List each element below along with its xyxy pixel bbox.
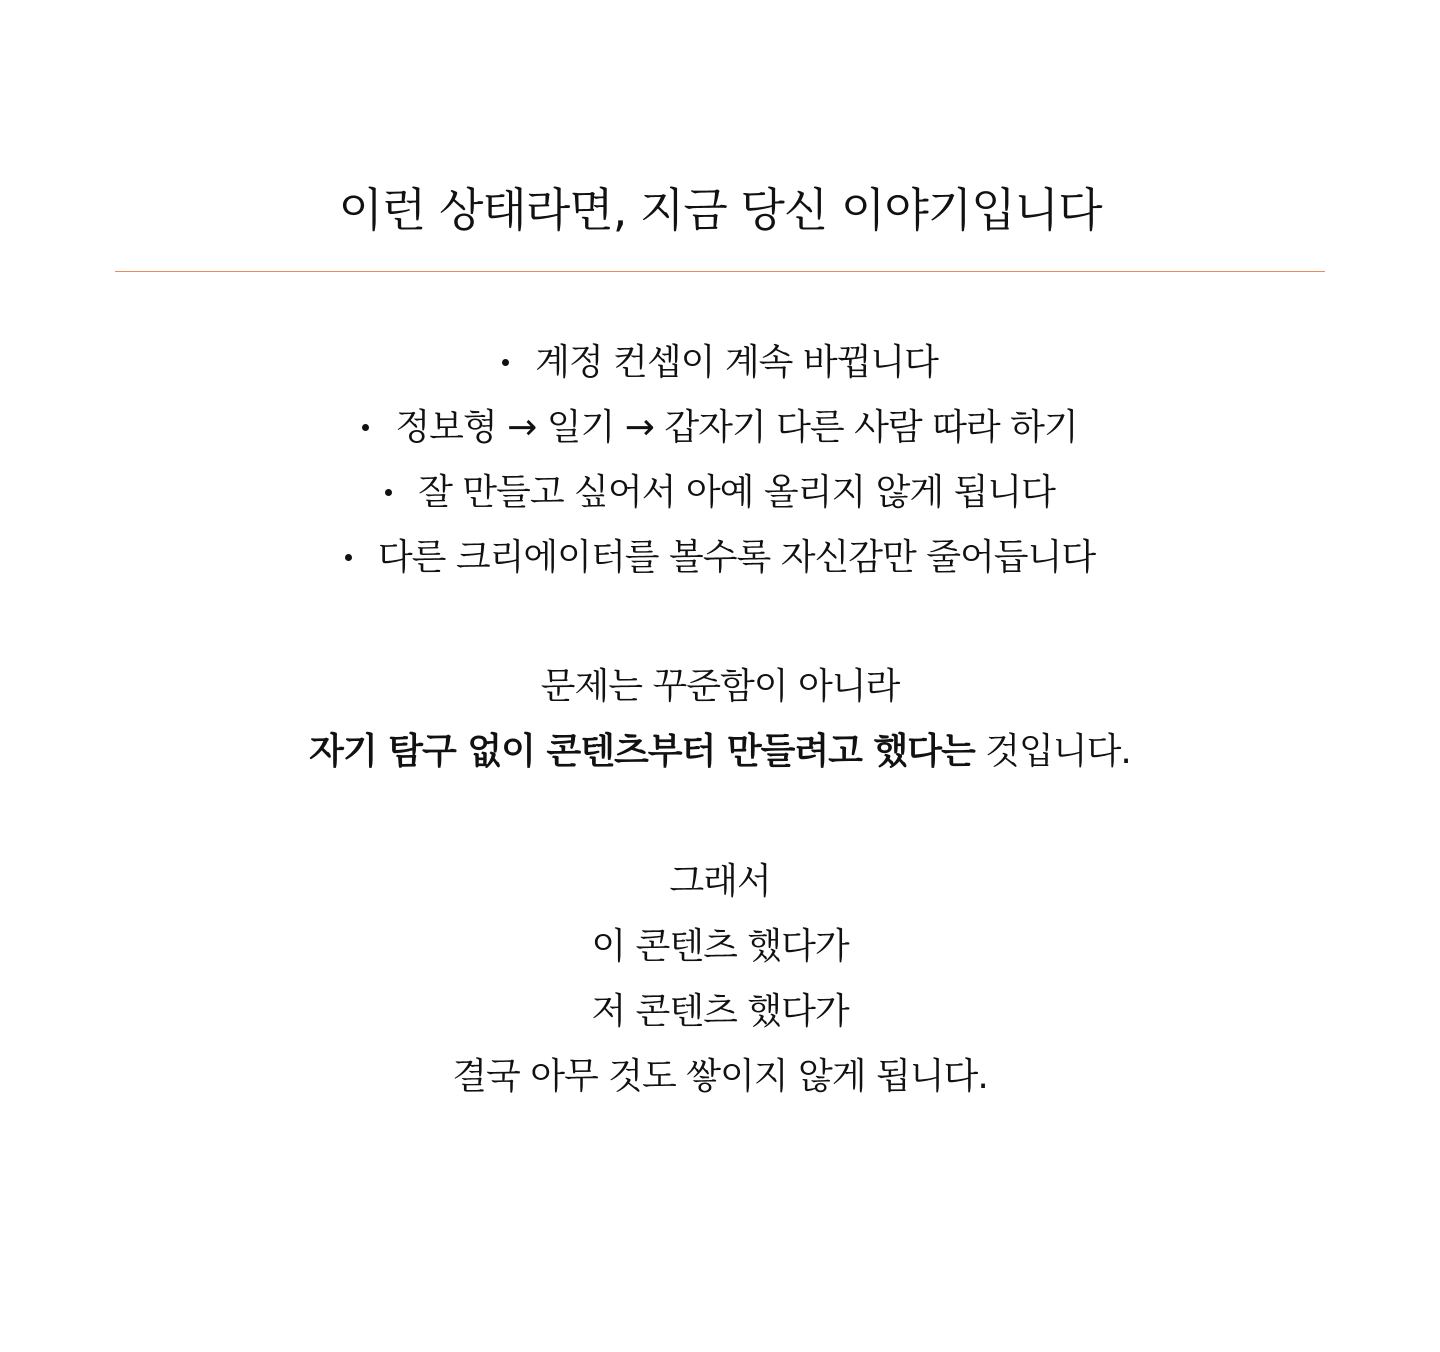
bullet-dot-icon (362, 424, 369, 431)
problem-emphasis: 자기 탐구 없이 콘텐츠부터 만들려고 했다는 (309, 731, 975, 772)
title-divider (115, 271, 1325, 272)
list-item-text: 계정 컨셉이 계속 바뀝니다 (535, 342, 938, 383)
list-item (0, 330, 1440, 395)
symptom-list (0, 330, 1440, 590)
consequence-line: 이 콘텐츠 했다가 (591, 926, 849, 967)
problem-line-1: 문제는 꾸준함이 아니라 (540, 666, 900, 707)
bullet-dot-icon (345, 554, 352, 561)
consequence-line: 저 콘텐츠 했다가 (591, 991, 849, 1032)
list-item-text: 잘 만들고 싶어서 아예 올리지 않게 됩니다 (418, 472, 1055, 513)
consequence-line: 그래서 (669, 861, 771, 902)
bullet-dot-icon (502, 359, 509, 366)
list-item-text: 정보형 → 일기 → 갑자기 다른 사람 따라 하기 (395, 407, 1078, 448)
consequence-line: 결국 아무 것도 쌓이지 않게 됩니다. (452, 1056, 988, 1097)
section-title: 이런 상태라면, 지금 당신 이야기입니다 (338, 183, 1102, 237)
list-item (0, 395, 1440, 460)
bullet-dot-icon (385, 489, 392, 496)
list-item (0, 525, 1440, 590)
problem-statement (0, 654, 1440, 784)
list-item (0, 460, 1440, 525)
consequence-statement (0, 849, 1440, 1109)
problem-line-2 (0, 719, 1440, 784)
list-item-text: 다른 크리에이터를 볼수록 자신감만 줄어듭니다 (377, 537, 1096, 578)
problem-line-2-rest: 것입니다. (974, 731, 1131, 772)
